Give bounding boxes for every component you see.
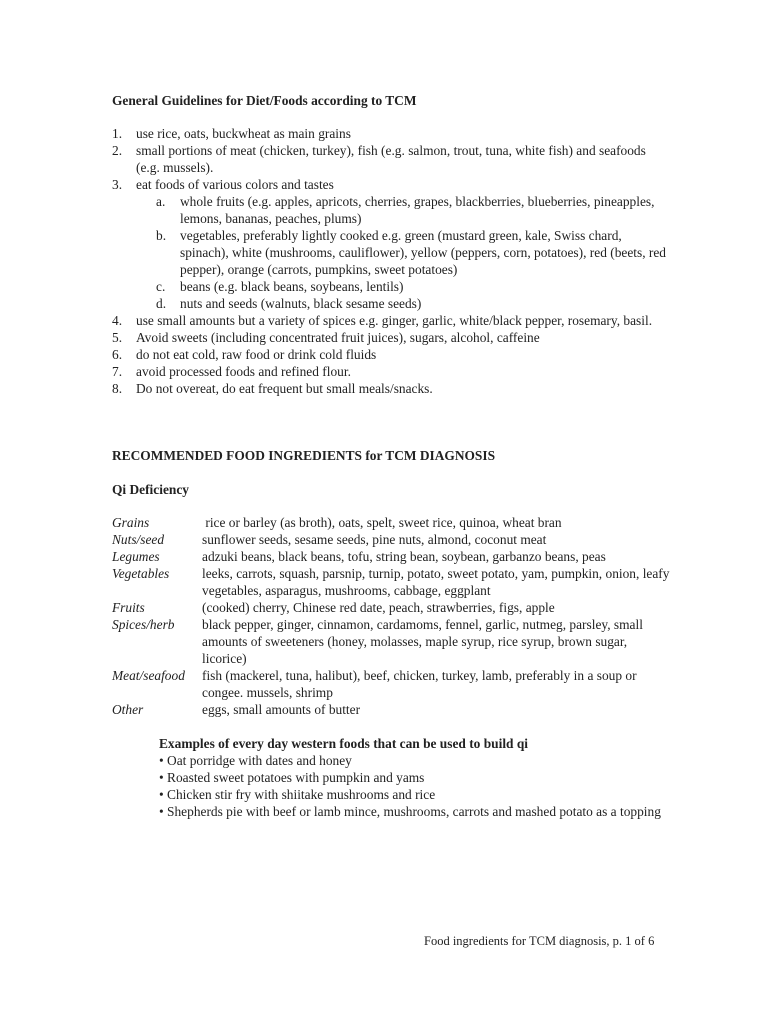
list-marker: a. bbox=[156, 194, 166, 209]
guideline-subitem bbox=[112, 193, 672, 227]
guideline-text: do not eat cold, raw food or drink cold fluids bbox=[136, 347, 377, 362]
guideline-text: small portions of meat (chicken, turkey), fish (e.g. salmon, trout, tuna, white fish) and seafoods (e.g. mussels). bbox=[136, 143, 646, 175]
examples-block bbox=[112, 735, 672, 820]
ingredient-row bbox=[112, 616, 672, 667]
section-title-qi-deficiency: Qi Deficiency bbox=[112, 482, 189, 497]
ingredient-row bbox=[112, 667, 672, 701]
guideline-subitem bbox=[112, 295, 672, 312]
ingredient-row bbox=[112, 548, 672, 565]
example-item: • Roasted sweet potatoes with pumpkin and yams bbox=[159, 770, 425, 785]
guideline-text: use rice, oats, buckwheat as main grains bbox=[136, 126, 351, 141]
guideline-item bbox=[112, 329, 672, 346]
guideline-item bbox=[112, 142, 672, 176]
ingredient-row bbox=[112, 514, 672, 531]
recommended-title: RECOMMENDED FOOD INGREDIENTS for TCM DIAGNOSIS bbox=[112, 448, 496, 463]
ingredient-list: sunflower seeds, sesame seeds, pine nuts, almond, coconut meat bbox=[202, 532, 547, 547]
guideline-text: Avoid sweets (including concentrated fruit juices), sugars, alcohol, caffeine bbox=[136, 330, 540, 345]
guidelines-title: General Guidelines for Diet/Foods according to TCM bbox=[112, 93, 417, 108]
ingredient-category: Spices/herb bbox=[112, 617, 175, 632]
guidelines-sublist bbox=[112, 193, 672, 312]
ingredient-row bbox=[112, 701, 672, 718]
list-marker: 3. bbox=[112, 177, 123, 192]
ingredient-category: Vegetables bbox=[112, 566, 170, 581]
guideline-subitem-text: vegetables, preferably lightly cooked e.g. green (mustard green, kale, Swiss chard, spinach), white (mushrooms, cauliflower), yellow (peppers, corn, potatoes), red (beets, red pepper), orange (carrots, pumpkins, sweet potatoes) bbox=[180, 228, 666, 277]
guideline-item bbox=[112, 380, 672, 397]
page-content bbox=[112, 92, 672, 820]
ingredient-list: black pepper, ginger, cinnamon, cardamoms, fennel, garlic, nutmeg, parsley, small amounts of sweeteners (honey, molasses, maple syrup, rice syrup, brown sugar, licorice) bbox=[202, 617, 643, 666]
ingredient-list: adzuki beans, black beans, tofu, string bean, soybean, garbanzo beans, peas bbox=[202, 549, 606, 564]
ingredient-list: eggs, small amounts of butter bbox=[202, 702, 361, 717]
ingredient-category: Legumes bbox=[112, 549, 160, 564]
guidelines-list bbox=[112, 125, 672, 193]
guideline-subitem bbox=[112, 227, 672, 278]
guideline-text: Do not overeat, do eat frequent but small meals/snacks. bbox=[136, 381, 433, 396]
list-marker: 4. bbox=[112, 313, 123, 328]
guideline-item bbox=[112, 346, 672, 363]
guideline-subitem-text: beans (e.g. black beans, soybeans, lentils) bbox=[180, 279, 404, 294]
list-marker: d. bbox=[156, 296, 167, 311]
guideline-item bbox=[112, 312, 672, 329]
ingredient-list: fish (mackerel, tuna, halibut), beef, chicken, turkey, lamb, preferably in a soup or congee. mussels, shrimp bbox=[202, 668, 637, 700]
list-marker: b. bbox=[156, 228, 167, 243]
ingredient-category: Fruits bbox=[112, 600, 145, 615]
guideline-item bbox=[112, 363, 672, 380]
guideline-text: avoid processed foods and refined flour. bbox=[136, 364, 351, 379]
ingredient-row bbox=[112, 531, 672, 548]
list-marker: 6. bbox=[112, 347, 123, 362]
list-marker: 5. bbox=[112, 330, 123, 345]
ingredient-list: (cooked) cherry, Chinese red date, peach, strawberries, figs, apple bbox=[202, 600, 555, 615]
guideline-subitem-text: nuts and seeds (walnuts, black sesame seeds) bbox=[180, 296, 422, 311]
ingredient-category: Nuts/seed bbox=[112, 532, 165, 547]
ingredient-category: Grains bbox=[112, 515, 150, 530]
guideline-item bbox=[112, 176, 672, 193]
ingredient-list: rice or barley (as broth), oats, spelt, sweet rice, quinoa, wheat bran bbox=[202, 515, 562, 530]
guideline-subitem-text: whole fruits (e.g. apples, apricots, cherries, grapes, blackberries, blueberries, pineapples, lemons, bananas, peaches, plums) bbox=[180, 194, 655, 226]
example-item: • Shepherds pie with beef or lamb mince, mushrooms, carrots and mashed potato as a topping bbox=[159, 804, 661, 819]
guideline-item bbox=[112, 125, 672, 142]
ingredient-row bbox=[112, 565, 672, 599]
ingredient-category: Meat/seafood bbox=[112, 668, 185, 683]
ingredient-row bbox=[112, 599, 672, 616]
guideline-subitem bbox=[112, 278, 672, 295]
list-marker: 1. bbox=[112, 126, 123, 141]
ingredient-list: leeks, carrots, squash, parsnip, turnip, potato, sweet potato, yam, pumpkin, onion, leafy vegetables, asparagus, mushrooms, cabbage, eggplant bbox=[202, 566, 670, 598]
list-marker: 8. bbox=[112, 381, 123, 396]
list-marker: c. bbox=[156, 279, 166, 294]
examples-title: Examples of every day western foods that can be used to build qi bbox=[159, 736, 529, 751]
ingredient-category: Other bbox=[112, 702, 144, 717]
guidelines-list-continued bbox=[112, 312, 672, 397]
list-marker: 2. bbox=[112, 143, 123, 158]
ingredients-table bbox=[112, 514, 672, 718]
page-footer: Food ingredients for TCM diagnosis, p. 1 of 6 bbox=[424, 934, 655, 948]
example-item: • Oat porridge with dates and honey bbox=[159, 753, 352, 768]
example-item: • Chicken stir fry with shiitake mushrooms and rice bbox=[159, 787, 436, 802]
list-marker: 7. bbox=[112, 364, 123, 379]
guideline-text: eat foods of various colors and tastes bbox=[136, 177, 334, 192]
guideline-text: use small amounts but a variety of spices e.g. ginger, garlic, white/black pepper, rosemary, basil. bbox=[136, 313, 653, 328]
